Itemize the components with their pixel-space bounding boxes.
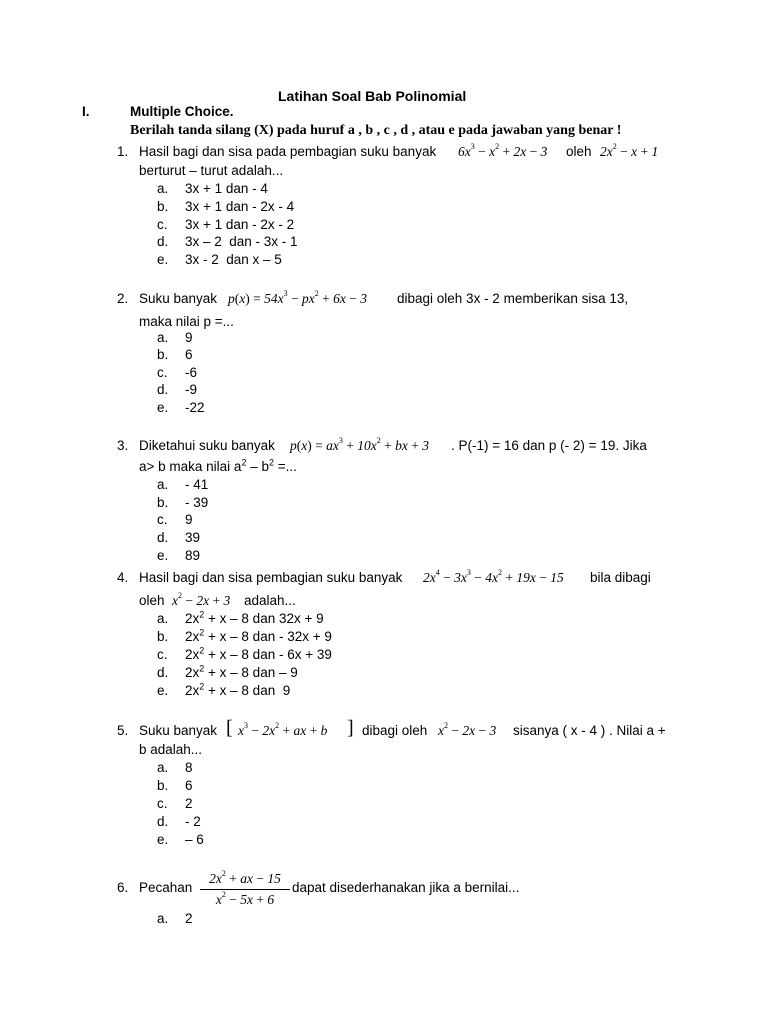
section-instruction: Berilah tanda silang (X) pada huruf a , b , c , d , atau e pada jawaban yang benar !	[130, 123, 622, 138]
question-2-text: Suku banyak	[139, 291, 218, 306]
page-title: Latihan Soal Bab Polinomial	[278, 88, 467, 104]
q3-option-letter[interactable]: c.	[157, 512, 168, 527]
question-5-divisor: $x^2 - 2x - 3$	[438, 721, 497, 738]
q4-option-letter[interactable]: e.	[157, 683, 169, 698]
question-3-text-line2: a> b maka nilai $a^2 - b^2$ =...	[139, 457, 297, 474]
q1-option-letter[interactable]: a.	[157, 181, 169, 196]
q4-option-text: $2x^2 + x - 8$ dan 32x + 9	[185, 609, 324, 626]
question-1-text-oleh: oleh	[566, 144, 592, 159]
q4-option-text: $2x^2 + x - 8$ dan – 9	[185, 663, 298, 680]
question-1-text: Hasil bagi dan sisa pada pembagian suku banyak	[139, 144, 437, 159]
question-4-text-oleh: oleh	[139, 593, 165, 608]
question-5-number: 5.	[117, 723, 129, 738]
q5-option-letter[interactable]: c.	[157, 796, 168, 811]
q3-option-text: - 39	[185, 495, 209, 510]
question-5-text-line2: b adalah...	[139, 742, 203, 757]
question-1-polynomial: $6x^3 - x^2 + 2x - 3$	[458, 142, 548, 159]
question-5-bracket-close: ]	[347, 717, 354, 739]
q1-option-letter[interactable]: b.	[157, 199, 169, 214]
q3-option-text: 39	[185, 530, 201, 545]
q2-option-letter[interactable]: e.	[157, 400, 169, 415]
section-title: Multiple Choice.	[130, 104, 234, 119]
q5-option-text: – 6	[185, 832, 204, 847]
question-3-text-cont: . P(-1) = 16 dan p (- 2) = 19. Jika	[451, 438, 647, 453]
fraction-denominator: $x^2 - 5x + 6$	[215, 890, 275, 907]
question-4-divisor: $x^2 - 2x + 3$	[172, 591, 231, 608]
q2-option-text: -6	[185, 365, 198, 380]
q2-option-text: -22	[185, 400, 205, 415]
question-2-polynomial: $p(x) = 54x^3 - px^2 + 6x - 3$	[228, 289, 367, 306]
question-2-text-line2: maka nilai p =...	[139, 314, 234, 329]
q2-option-letter[interactable]: d.	[157, 382, 169, 397]
q3-option-letter[interactable]: a.	[157, 477, 169, 492]
question-3-polynomial: $p(x) = ax^3 + 10x^2$ + bx + 3	[290, 436, 429, 453]
q1-option-text: 3x - 2 dan x – 5	[185, 252, 282, 267]
question-4-polynomial: $2x^4 - 3x^3 - 4x^2 + 19x - 15$	[423, 568, 564, 585]
q1-option-text: 3x + 1 dan - 4	[185, 181, 268, 196]
question-3-number: 3.	[117, 438, 129, 453]
q1-option-letter[interactable]: d.	[157, 234, 169, 249]
q1-option-text: 3x + 1 dan - 2x - 4	[185, 199, 295, 214]
q5-option-letter[interactable]: d.	[157, 814, 169, 829]
question-1-divisor: $2x^2 - x + 1$	[600, 142, 659, 159]
q4-option-letter[interactable]: c.	[157, 647, 168, 662]
question-5-text: Suku banyak	[139, 723, 218, 738]
q2-option-letter[interactable]: a.	[157, 330, 169, 345]
q5-option-text: 8	[185, 760, 193, 775]
question-3-text: Diketahui suku banyak	[139, 438, 275, 453]
q3-option-text: 9	[185, 512, 193, 527]
question-5-text-cont: sisanya ( x - 4 ) . Nilai a +	[513, 723, 666, 738]
question-4-number: 4.	[117, 570, 129, 585]
q4-option-letter[interactable]: d.	[157, 665, 169, 680]
question-4-text: Hasil bagi dan sisa pembagian suku banyak	[139, 570, 403, 585]
q4-option-text: $2x^2 + x - 8$ dan - 32x + 9	[185, 627, 332, 644]
q5-option-text: 2	[185, 796, 193, 811]
q5-option-letter[interactable]: a.	[157, 760, 169, 775]
question-2-number: 2.	[117, 291, 129, 306]
q3-option-text: 89	[185, 548, 201, 563]
q1-option-letter[interactable]: e.	[157, 252, 169, 267]
fraction-numerator: $2x^2$ + ax − 15	[200, 871, 290, 890]
q3-option-text: - 41	[185, 477, 209, 492]
section-number: I.	[82, 104, 90, 119]
q2-option-text: 9	[185, 330, 193, 345]
question-5-polynomial: $x^3 - 2x^2$ + ax + b	[238, 721, 328, 738]
q4-option-letter[interactable]: b.	[157, 629, 169, 644]
q6-option-letter[interactable]: a.	[157, 911, 169, 926]
q3-option-letter[interactable]: d.	[157, 530, 169, 545]
q2-option-letter[interactable]: b.	[157, 347, 169, 362]
q5-option-letter[interactable]: e.	[157, 832, 169, 847]
question-4-text-adalah: adalah...	[244, 593, 296, 608]
question-1-number: 1.	[117, 144, 129, 159]
q4-option-text: $2x^2 + x - 8$ dan - 6x + 39	[185, 645, 332, 662]
q2-option-text: -9	[185, 382, 198, 397]
question-5-bracket-open: [	[226, 717, 233, 739]
question-6-text-cont: dapat disederhanakan jika a bernilai...	[292, 880, 520, 895]
q2-option-text: 6	[185, 347, 193, 362]
q5-option-letter[interactable]: b.	[157, 778, 169, 793]
question-6-number: 6.	[117, 880, 129, 895]
q5-option-text: - 2	[185, 814, 201, 829]
q4-option-text: $2x^2 + x - 8$ dan 9	[185, 681, 291, 698]
question-5-text-dibagi: dibagi oleh	[362, 723, 428, 738]
q2-option-letter[interactable]: c.	[157, 365, 168, 380]
q1-option-letter[interactable]: c.	[157, 217, 168, 232]
q1-option-text: 3x – 2 dan - 3x - 1	[185, 234, 298, 249]
question-1-text-cont: berturut – turut adalah...	[139, 163, 284, 178]
q5-option-text: 6	[185, 778, 193, 793]
question-6-text: Pecahan	[139, 880, 193, 895]
question-6-fraction	[200, 871, 290, 908]
q3-option-letter[interactable]: b.	[157, 495, 169, 510]
question-2-text-cont: dibagi oleh 3x - 2 memberikan sisa 13,	[397, 291, 629, 306]
q6-option-text: 2	[185, 911, 193, 926]
q4-option-letter[interactable]: a.	[157, 611, 169, 626]
q1-option-text: 3x + 1 dan - 2x - 2	[185, 217, 295, 232]
question-4-text-cont: bila dibagi	[590, 570, 651, 585]
q3-option-letter[interactable]: e.	[157, 548, 169, 563]
